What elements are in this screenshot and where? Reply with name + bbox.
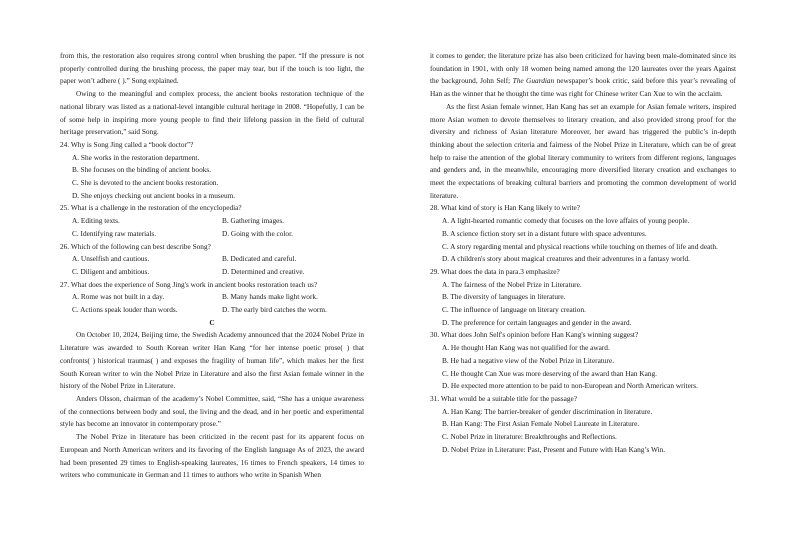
option-a: A. She works in the restoration department. — [72, 152, 200, 162]
option-a: A. The fairness of the Nobel Prize in Literature. — [442, 279, 582, 289]
option-a: A. Rome was not built in a day. — [72, 292, 165, 302]
option-d: D. Determined and creative. — [222, 266, 305, 276]
option-a: A. Unselfish and cautious. — [72, 254, 150, 264]
passage-c-paragraph: As the first Asian female winner, Han Kang has set an example for Asian female writers, inspired more Asian women to devote themselves to literary creation, and also provided strong proof for the diversity and richness of Asian literature Moreover, her award has triggered the public’s in-depth thinking about the selection criteria and fairness of the Nobel Prize in Literature, which can be of great help to raise the attention of the global literary community to writers from different regions, languages and genders and, in the meanwhile, encouraging more diversified literary creation and exchanges to meet the expectations of breaking cultural barriers and promoting the common development of world literature. — [430, 101, 736, 200]
left-column — [60, 50, 364, 482]
question-31 — [430, 393, 736, 457]
right-column — [430, 50, 736, 457]
question-stem: 29. What does the data in para.3 emphasize? — [430, 266, 560, 276]
question-25 — [60, 202, 364, 240]
paragraph-text: it comes to gender, the literature prize has also been criticized for having been male-dominated since its foundation in 1901, with only 18 women being named among the 120 laureates over the years Against the background, John Self; — [430, 51, 736, 86]
option-d: D. She enjoys checking out ancient books in a museum. — [72, 190, 236, 200]
option-b: B. Many hands make light work. — [222, 292, 318, 302]
section-label: C — [209, 317, 215, 327]
option-d: D. The preference for certain languages and gender in the award. — [442, 317, 632, 327]
option-b: B. Dedicated and careful. — [222, 254, 297, 264]
option-c: C. A story regarding mental and physical reactions while touching on themes of life and death. — [442, 241, 718, 251]
question-stem: 28. What kind of story is Han Kang likely to write? — [430, 203, 581, 213]
question-stem: 30. What does John Self's opinion before Han Kang's winning suggest? — [430, 330, 639, 340]
option-c: C. The influence of language on literary creation. — [442, 305, 586, 315]
passage-c-paragraph: Anders Olsson, chairman of the academy’s Nobel Committee, said, “She has a unique awareness of the connections between body and soul, the living and the dead, and in her poetic and experimental style has become an innovator in contemporary prose.” — [60, 393, 364, 429]
question-stem: 26. Which of the following can best describe Song? — [60, 241, 211, 251]
option-c: C. Actions speak louder than words. — [72, 305, 178, 315]
option-b: B. The diversity of languages in literature. — [442, 292, 566, 302]
question-28 — [430, 202, 736, 266]
passage-c-paragraph: The Nobel Prize in literature has been criticized in the recent past for its apparent focus on European and North American writers and its favoring of the English language As of 2023, the award had been presented 29 times to English-speaking laureates, 16 times to French speakers, 14 times to writers who communicate in German and 11 times to authors who write in Spanish When — [60, 432, 364, 480]
option-c: C. Diligent and ambitious. — [72, 266, 150, 276]
question-stem: 31. What would be a suitable title for the passage? — [430, 393, 577, 403]
option-c: C. Identifying raw materials. — [72, 228, 157, 238]
question-30 — [430, 329, 736, 393]
option-d: D. The early bird catches the worm. — [222, 305, 327, 315]
passage-b-paragraph: from this, the restoration also requires strong control when brushing the paper. “If the pressure is not properly controlled during the brushing process, the paper may tear, but if the touch is too light, the paper won’t adhere ( ).” Song explained. — [60, 51, 364, 86]
option-d: D. He expected more attention to be paid to non-European and North American writers. — [442, 381, 698, 391]
option-d: D. Going with the color. — [222, 228, 293, 238]
option-b: B. She focuses on the binding of ancient books. — [72, 165, 212, 175]
option-a: A. He thought Han Kang was not qualified for the award. — [442, 343, 610, 353]
passage-b-paragraph: Owing to the meaningful and complex process, the ancient books restoration technique of the national library was listed as a national-level intangible cultural heritage in 2008. “Hopefully, I can be of some help in inspiring more young people to find their lifelong passion in the field of cultural heritage preservation,” said Song. — [60, 89, 364, 137]
option-b: B. He had a negative view of the Nobel Prize in Literature. — [442, 355, 615, 365]
question-27 — [60, 279, 364, 317]
option-a: A. Editing texts. — [72, 216, 120, 226]
question-stem: 24. Why is Song Jing called a “book doctor”? — [60, 139, 194, 149]
newspaper-title: The Guardian — [512, 76, 555, 86]
passage-c-paragraph — [430, 50, 736, 101]
passage-c-paragraph: On October 10, 2024, Beijing time, the Swedish Academy announced that the 2024 Nobel Prize in Literature was awarded to South Korean writer Han Kang “for her intense poetic prose( ) that confronts( ) historical traumas( ) and exposes the fragility of human life”, which makes her the first South Korean writer to win the Nobel Prize in Literature and also the first Asian female winner in the history of the Nobel Prize in Literature. — [60, 330, 364, 391]
option-a: A. A light-hearted romantic comedy that focuses on the love affairs of young people. — [442, 216, 690, 226]
option-c: C. Nobel Prize in literature: Breakthroughs and Reflections. — [442, 432, 617, 442]
question-24 — [60, 139, 364, 203]
option-b: B. A science fiction story set in a distant future with space adventures. — [442, 228, 647, 238]
question-29 — [430, 266, 736, 330]
question-stem: 25. What is a challenge in the restoration of the encyclopedia? — [60, 203, 242, 213]
option-a: A. Han Kang: The barrier-breaker of gender discrimination in literature. — [442, 406, 653, 416]
option-c: C. She is devoted to the ancient books restoration. — [72, 178, 219, 188]
question-stem: 27. What does the experience of Song Jing's work in ancient books restoration teach us? — [60, 279, 318, 289]
option-b: B. Gathering images. — [222, 216, 285, 226]
paragraph-text: newspaper’s book critic, said before this year’s revealing of Han as the winner that he thought the time was right for Chinese writer Can Xue to win the acclaim. — [430, 76, 736, 99]
option-d: D. Nobel Prize in Literature: Past, Present and Future with Han Kang’s Win. — [442, 444, 666, 454]
option-c: C. He thought Can Xue was more deserving of the award than Han Kang. — [442, 368, 657, 378]
question-26 — [60, 241, 364, 279]
option-d: D. A children's story about magical creatures and their adventures in a fantasy world. — [442, 254, 690, 264]
option-b: B. Han Kang: The First Asian Female Nobel Laureate in Literature. — [442, 419, 640, 429]
